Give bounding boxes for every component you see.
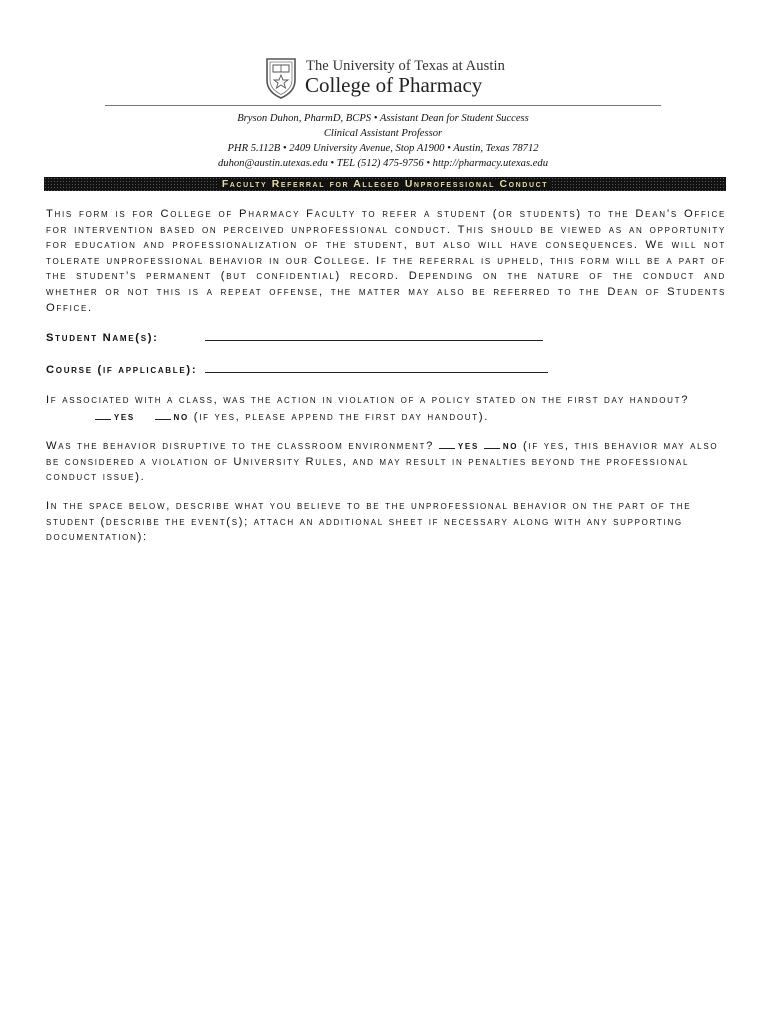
- course-row: [46, 362, 726, 376]
- university-name: The University of Texas at Austin: [306, 58, 505, 74]
- contact-block: [105, 111, 661, 171]
- college-name: College of Pharmacy: [305, 73, 483, 97]
- header-divider: [105, 105, 661, 106]
- q2-note: (if yes, this behavior may also be considered a violation of University Rules, and may result in penalties beyond the professional conduct issue).: [46, 440, 719, 484]
- contact-line: duhon@austin.utexas.edu • TEL (512) 475-9756 • http://pharmacy.utexas.edu: [217, 158, 549, 169]
- behavior-description-area[interactable]: [46, 560, 726, 1000]
- contact-line: PHR 5.112B • 2409 University Avenue, Stop A1900 • Austin, Texas 78712: [227, 143, 539, 154]
- contact-line: Clinical Assistant Professor: [323, 128, 443, 139]
- course-label: Course (if applicable):: [46, 364, 198, 376]
- form-title-banner: [44, 177, 726, 191]
- q2-no-blank[interactable]: [484, 438, 500, 449]
- intro-paragraph: This form is for College of Pharmacy Faculty to refer a student (or students) to the Dean’s Office for intervention based on perceived unprofessional conduct. This should be viewed as an opportunity for education and professionalization of the student, but also will have consequences. We will not tolerate unprofessional behavior in our College. If the referral is upheld, this form will be a part of the student’s permanent (but confidential) record. Depending on the nature of the conduct and whether or not this is a repeat offense, the matter may also be referred to the Dean of Students Office.: [46, 208, 726, 314]
- q1-no-blank[interactable]: [155, 409, 171, 420]
- q1-no-option: no: [173, 410, 189, 423]
- q1-yes-option: yes: [113, 410, 135, 423]
- student-name-label: Student Name(s):: [46, 332, 159, 344]
- contact-line: Bryson Duhon, PharmD, BCPS • Assistant Dean for Student Success: [237, 113, 529, 124]
- form-title: Faculty Referral for Alleged Unprofessional Conduct: [218, 179, 552, 190]
- student-name-row: [46, 330, 726, 344]
- student-name-field[interactable]: [205, 330, 543, 341]
- course-field[interactable]: [205, 362, 548, 373]
- q2-yes-blank[interactable]: [439, 438, 455, 449]
- question-text: Was the behavior disruptive to the classroom environment?: [46, 440, 435, 452]
- question-text: If associated with a class, was the action in violation of a policy stated on the first day handout?: [46, 394, 690, 406]
- college-logo: [264, 56, 544, 102]
- q1-yes-blank[interactable]: [95, 409, 111, 420]
- q2-yes-option: yes: [457, 440, 479, 452]
- question-first-day-handout: [46, 393, 726, 425]
- question-disruptive: [46, 438, 726, 486]
- q1-note: (if yes, please append the first day handout).: [193, 410, 490, 423]
- question-describe-behavior: In the space below, describe what you believe to be the unprofessional behavior on the part of the student (describe the event(s); attach an additional sheet if necessary along with any supporting documentation):: [46, 500, 692, 544]
- ut-seal-icon: [264, 56, 298, 100]
- q2-no-option: no: [502, 440, 519, 452]
